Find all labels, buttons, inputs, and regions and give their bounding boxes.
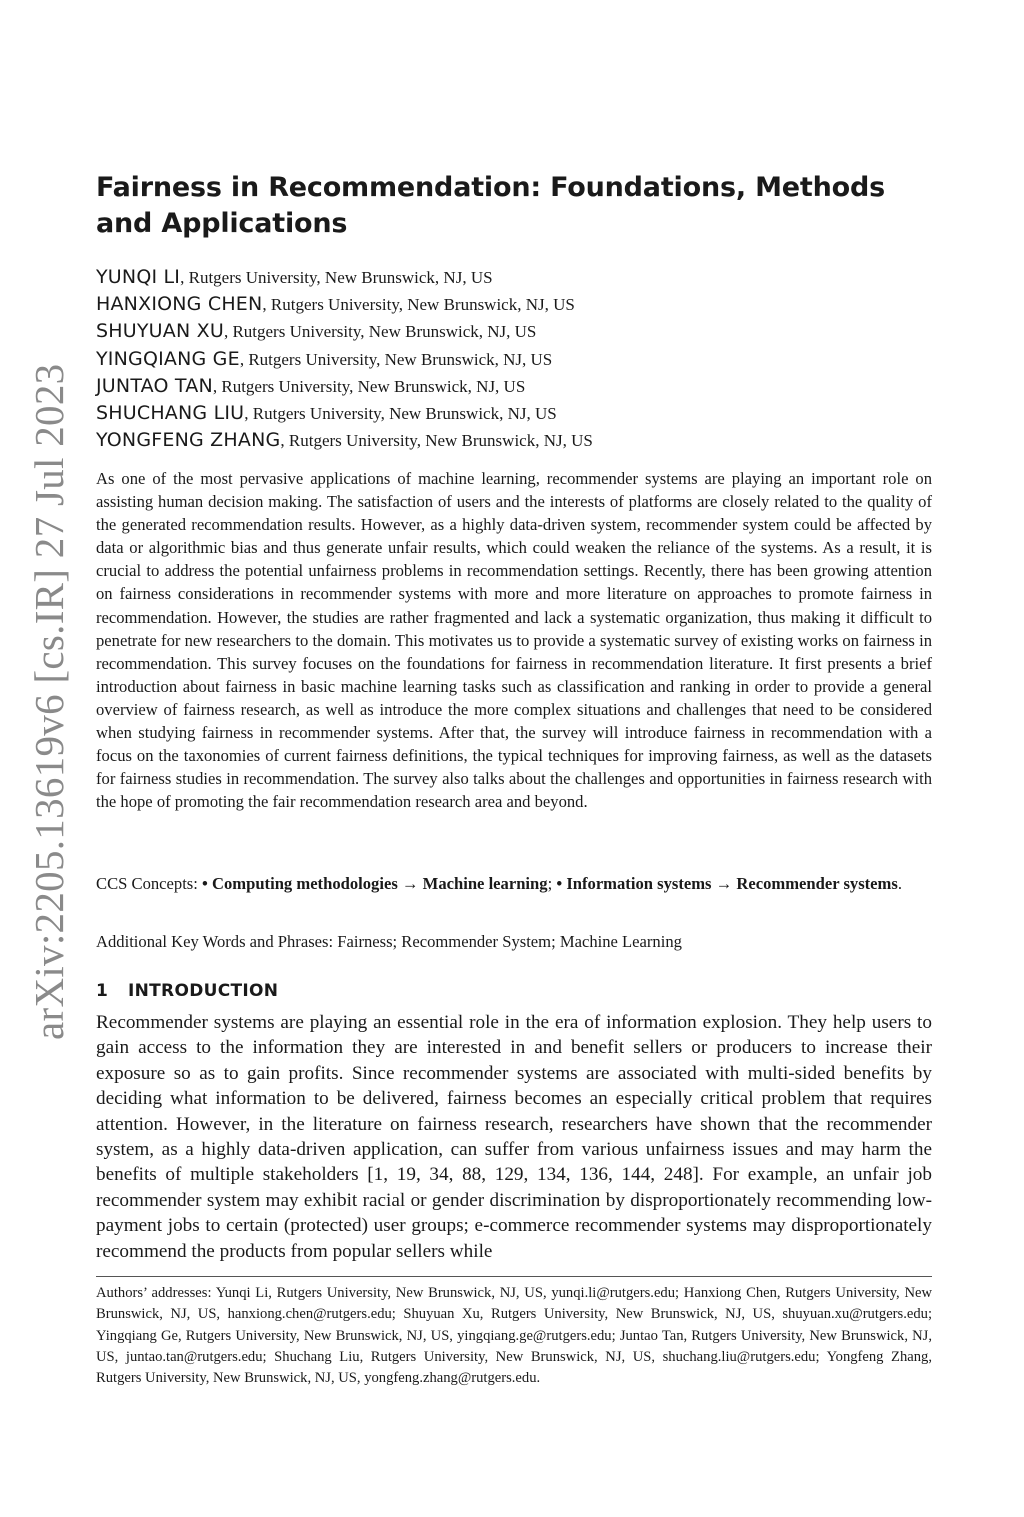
author-entry bbox=[96, 318, 932, 345]
keywords: Additional Key Words and Phrases: Fairness; Recommender System; Machine Learning bbox=[96, 932, 682, 951]
author-affiliation: , Rutgers University, New Brunswick, NJ, US bbox=[280, 431, 593, 451]
author-name: HANXIONG CHEN bbox=[96, 293, 263, 316]
section-heading bbox=[96, 978, 932, 1004]
author-name: YUNQI LI bbox=[96, 266, 181, 288]
author-list bbox=[96, 264, 932, 454]
ccs-concept: Computing methodologies → Machine learning bbox=[212, 874, 548, 893]
author-name: YONGFENG ZHANG bbox=[96, 429, 281, 452]
author-entry bbox=[96, 427, 932, 454]
ccs-concepts bbox=[96, 872, 932, 895]
author-entry bbox=[96, 264, 932, 291]
author-entry bbox=[96, 346, 932, 373]
author-affiliation: , Rutgers University, New Brunswick, NJ, US bbox=[223, 322, 537, 342]
ccs-separator: ; bbox=[547, 874, 557, 893]
ccs-end: . bbox=[897, 874, 902, 893]
ccs-bullet: • bbox=[202, 874, 212, 893]
ccs-bullet: • bbox=[556, 874, 567, 893]
ccs-label: CCS Concepts: bbox=[96, 874, 203, 893]
section-number: 1 bbox=[96, 981, 109, 1001]
authors-addresses-footnote: Authors’ addresses: Yunqi Li, Rutgers University, New Brunswick, NJ, US, yunqi.li@rutgers.edu; Hanxiong Chen, Rutgers University, New Brunswick, NJ, US, hanxiong.chen@rutgers.edu; Shuyuan Xu, Rutgers University, New Brunswick, NJ, US, shuyuan.xu@rutgers.edu; Yingqiang Ge, Rutgers University, New Brunswick, NJ, US, yingqiang.ge@rutgers.edu; Juntao Tan, Rutgers University, New Brunswick, NJ, US, juntao.tan@rutgers.edu; Shuchang Liu, Rutgers University, New Brunswick, NJ, US, shuchang.liu@rutgers.edu; Yongfeng Zhang, Rutgers University, New Brunswick, NJ, US, yongfeng.zhang@rutgers.edu. bbox=[96, 1285, 932, 1387]
paper-title: Fairness in Recommendation: Foundations, Methods and Applications bbox=[96, 172, 885, 239]
author-name: YINGQIANG GE bbox=[96, 347, 240, 370]
author-affiliation: , Rutgers University, New Brunswick, NJ, US bbox=[212, 376, 526, 396]
author-affiliation: , Rutgers University, New Brunswick, NJ, US bbox=[180, 268, 493, 287]
author-affiliation: , Rutgers University, New Brunswick, NJ, US bbox=[244, 403, 557, 423]
abstract: As one of the most pervasive applications of machine learning, recommender systems are playing an important role on assisting human decision making. The satisfaction of users and the interests of platforms are closely related to the quality of the generated recommendation results. However, as a highly data-driven system, recommender system could be affected by data or algorithmic bias and thus generate unfair results, which could weaken the reliance of the systems. As a result, it is crucial to address the potential unfairness problems in recommendation settings. Recently, there has been growing attention on fairness considerations in recommender systems with more and more literature on approaches to promote fairness in recommendation. However, the studies are rather fragmented and lack a systematic organization, thus making it difficult to penetrate for new researchers to the domain. This motivates us to provide a systematic survey of existing works on fairness in recommendation. This survey focuses on the foundations for fairness in recommendation literature. It first presents a brief introduction about fairness in basic machine learning tasks such as classification and ranking in order to provide a general overview of fairness research, as well as introduce the more complex situations and challenges that need to be considered when studying fairness in recommender systems. After that, the survey will introduce fairness in recommendation with a focus on the taxonomies of current fairness definitions, the typical techniques for improving fairness, as well as the datasets for fairness studies in recommendation. The survey also talks about the challenges and opportunities in fairness research with the hope of promoting the fair recommendation research area and beyond. bbox=[96, 469, 932, 812]
introduction-paragraph: Recommender systems are playing an essential role in the era of information explosion. They help users to gain access to the information they are interested in and benefit sellers or producers to increase their exposure so as to gain profits. Since recommender systems are associated with multi-sided benefits by deciding what information to be delivered, fairness becomes an especially critical problem that requires attention. However, in the literature on fairness research, researchers have shown that the recommender system, as a highly data-driven application, can suffer from various unfairness issues and may harm the benefits of multiple stakeholders [1, 19, 34, 88, 129, 134, 136, 144, 248]. For example, an unfair job recommender system may exhibit racial or gender discrimination by disproportionately recommending low-payment jobs to certain (protected) user groups; e-commerce recommender systems may disproportionately recommend the products from popular sellers while bbox=[96, 1012, 932, 1262]
ccs-concept: Information systems → Recommender systems bbox=[566, 874, 898, 893]
arxiv-identifier-stamp: arXiv:2205.13619v6 [cs.IR] 27 Jul 2023 bbox=[26, 363, 72, 1040]
author-name: SHUCHANG LIU bbox=[96, 401, 245, 424]
author-name: SHUYUAN XU bbox=[96, 320, 224, 343]
footnote-divider bbox=[96, 1276, 932, 1277]
author-entry bbox=[96, 291, 932, 318]
author-entry bbox=[96, 400, 932, 427]
author-affiliation: , Rutgers University, New Brunswick, NJ, US bbox=[239, 349, 553, 369]
author-entry bbox=[96, 373, 932, 400]
section-title: INTRODUCTION bbox=[128, 981, 279, 1001]
author-name: JUNTAO TAN bbox=[96, 374, 213, 397]
author-affiliation: , Rutgers University, New Brunswick, NJ, US bbox=[262, 295, 575, 315]
